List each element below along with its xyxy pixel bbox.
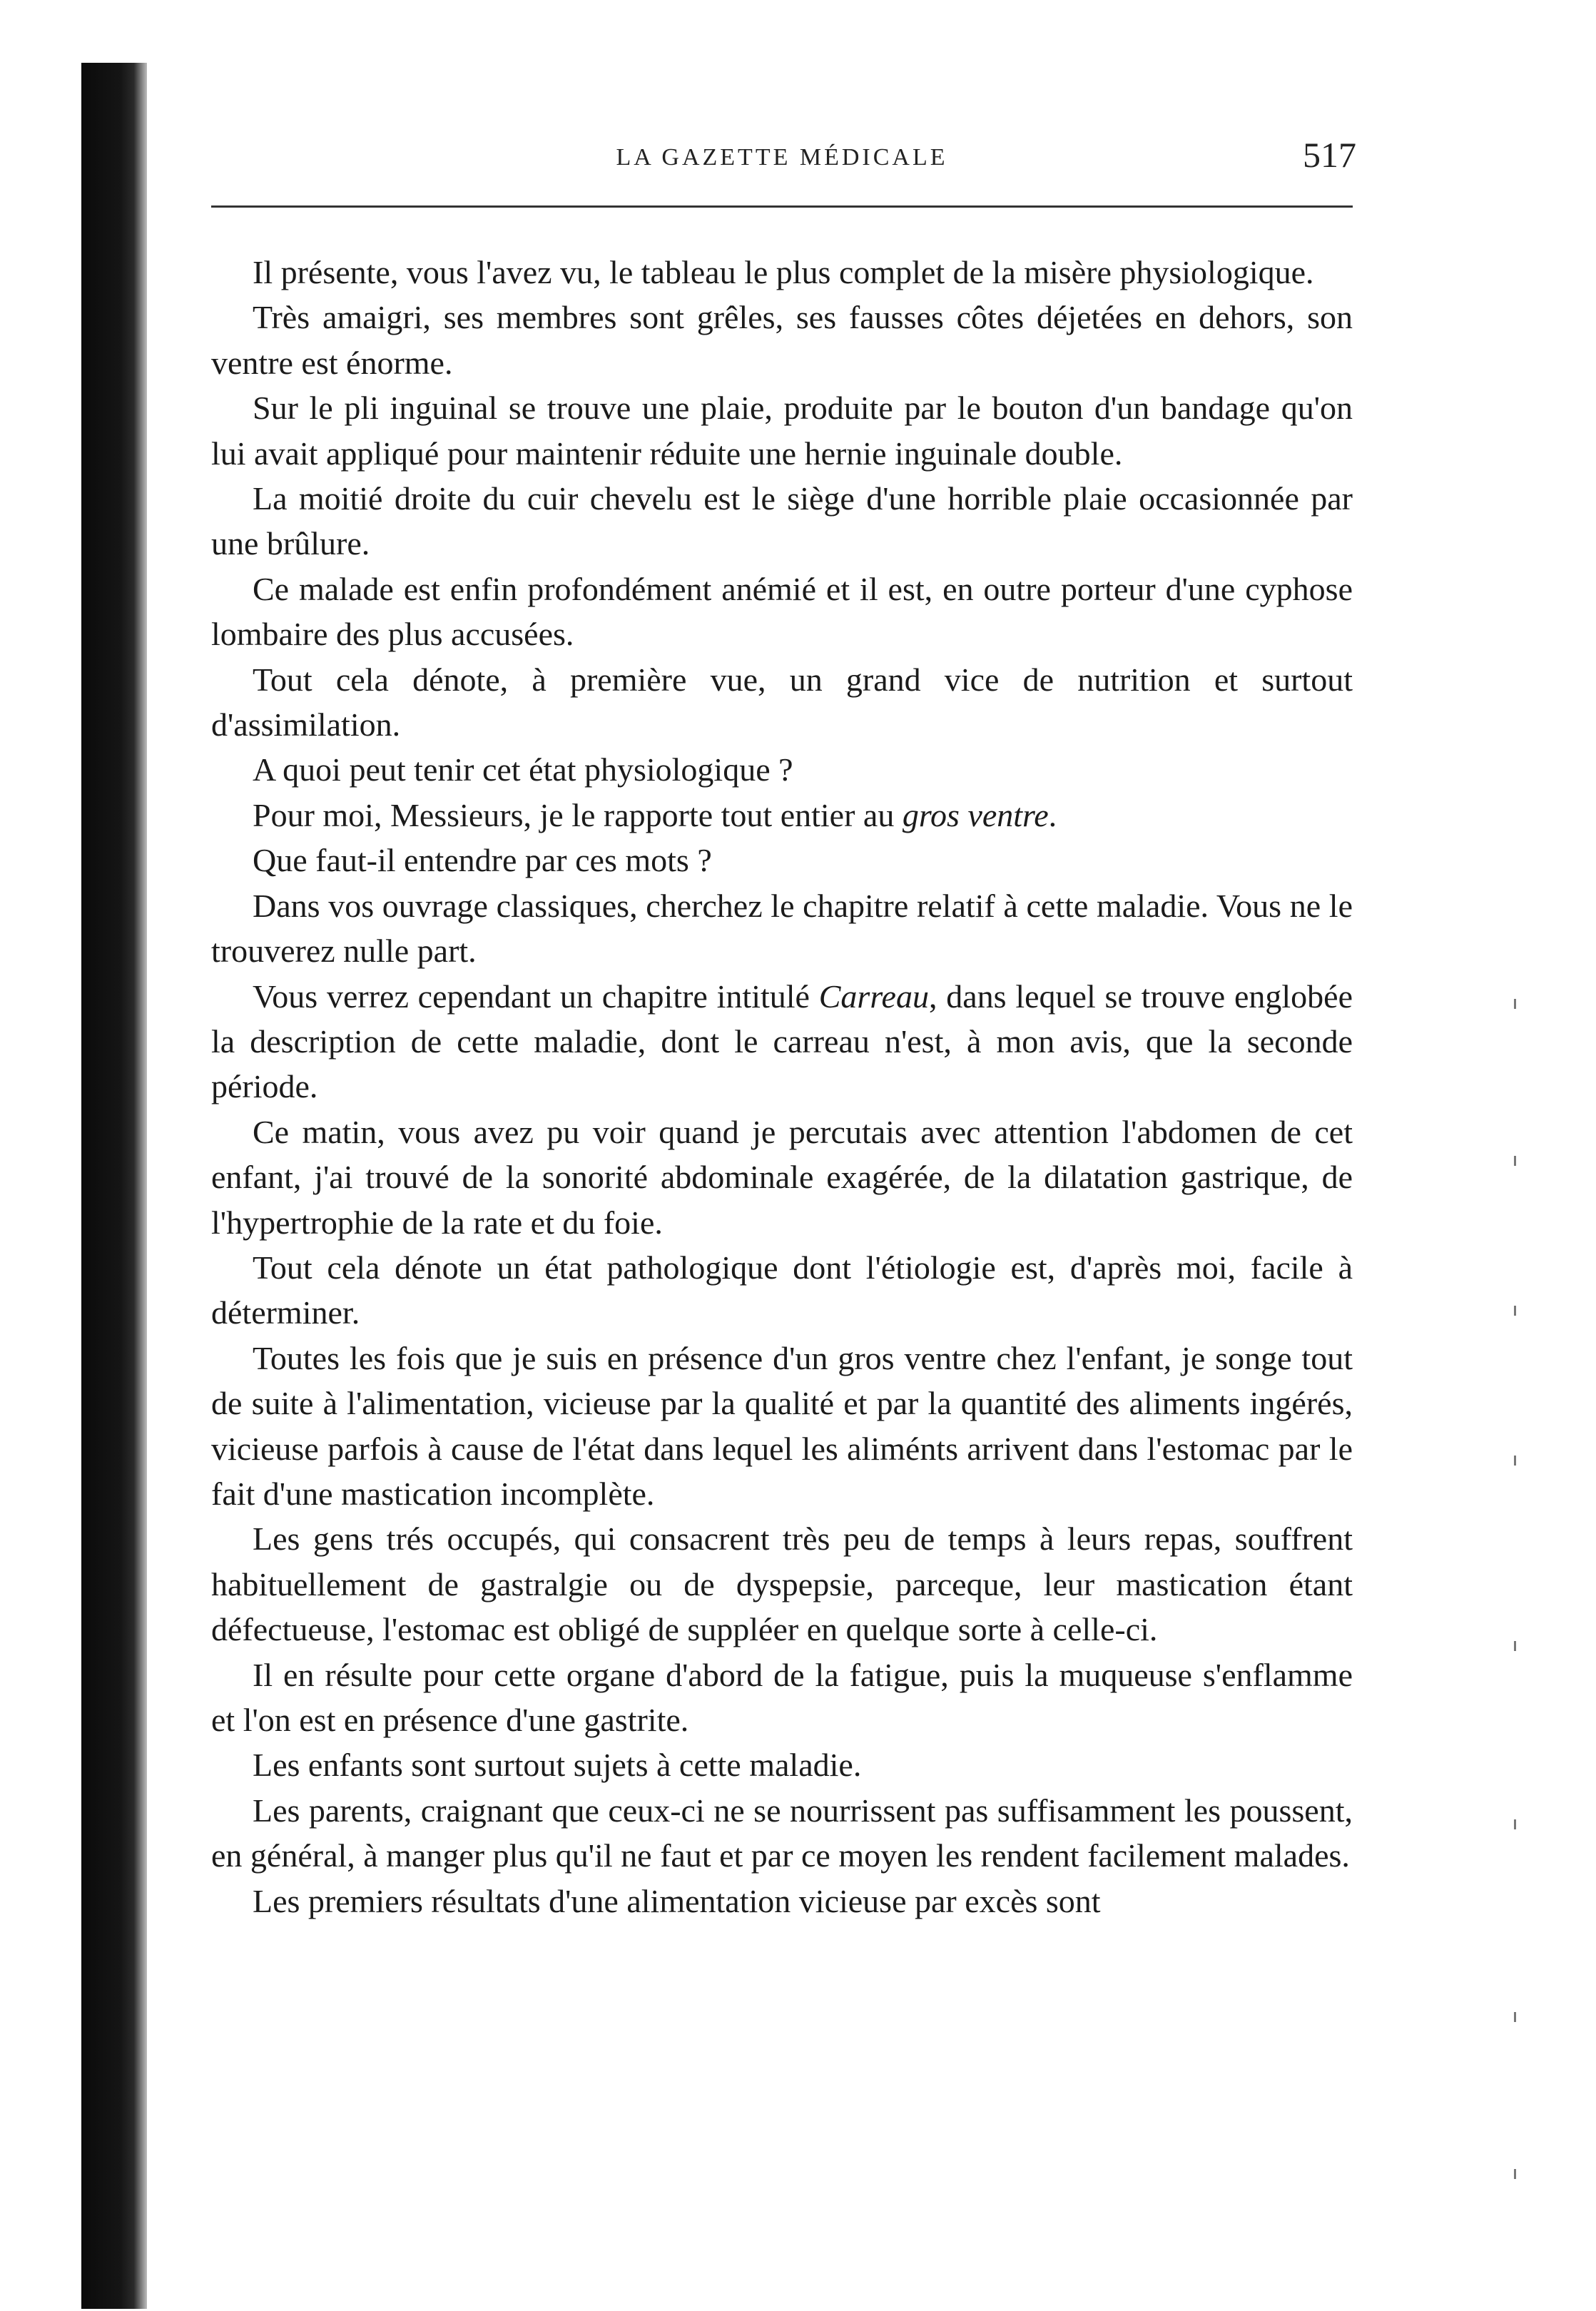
scan-speck [1514, 1456, 1516, 1466]
journal-title: LA GAZETTE MÉDICALE [616, 144, 948, 171]
page-number: 517 [1303, 135, 1356, 175]
body-text [211, 250, 1353, 1924]
paragraph: Tout cela dénote un état pathologique dont l'étiologie est, d'après moi, facile à déterminer. [211, 1249, 1353, 1331]
paragraph [211, 974, 1353, 1109]
paragraph: Il présente, vous l'avez vu, le tableau le plus complet de la misère physiologique. [253, 254, 1314, 290]
paragraph: Il en résulte pour cette organe d'abord de la fatigue, puis la muqueuse s'enflamme et l'on est en présence d'une gastrite. [211, 1656, 1353, 1738]
paragraph [211, 793, 1353, 838]
paragraph: Ce matin, vous avez pu voir quand je percutais avec attention l'abdomen de cet enfant, j'ai trouvé de la sonorité abdominale exagérée, de la dilatation gastrique, de l'hypertrophie de la rate et du foie. [211, 1113, 1353, 1241]
scan-speck [1514, 1306, 1516, 1316]
paragraph: Les enfants sont surtout sujets à cette maladie. [253, 1747, 862, 1784]
scan-speck [1514, 2012, 1516, 2022]
paragraph-text: Pour moi, Messieurs, je le rapporte tout entier au [253, 796, 903, 833]
italic-term: Carreau [818, 977, 929, 1015]
running-header [211, 107, 1356, 186]
paragraph: Les premiers résultats d'une alimentation vicieuse par excès sont [253, 1882, 1101, 1919]
header-rule [211, 205, 1353, 208]
scan-speck [1514, 1819, 1516, 1829]
document-page [211, 107, 1356, 1919]
paragraph: A quoi peut tenir cet état physiologique ? [253, 751, 793, 788]
paragraph-text: . [1048, 796, 1057, 833]
paragraph: Les parents, craignant que ceux-ci ne se nourrissent pas suffisamment les poussent, en général, à manger plus qu'il ne faut et par ce moyen les rendent facilement malades. [211, 1792, 1353, 1874]
scan-speck [1514, 2169, 1516, 2179]
paragraph-text: Vous verrez cependant un chapitre intitulé [253, 977, 819, 1015]
paragraph: Ce malade est enfin profondément anémié et il est, en outre porteur d'une cyphose lombaire des plus accusées. [211, 570, 1353, 653]
paragraph: Toutes les fois que je suis en présence d'un gros ventre chez l'enfant, je songe tout de suite à l'alimentation, vicieuse par la qualité et par la quantité des aliments ingérés, vicieuse parfois à cause de l'état dans lequel les aliménts arrivent dans l'estomac par le fait d'une mastication incomplète. [211, 1339, 1353, 1512]
scan-specks [1514, 999, 1528, 2247]
italic-term: gros ventre [902, 796, 1049, 833]
paragraph: Que faut-il entendre par ces mots ? [253, 842, 712, 879]
scan-speck [1514, 1156, 1516, 1166]
paragraph: Tout cela dénote, à première vue, un grand vice de nutrition et surtout d'assimilation. [211, 661, 1353, 743]
paragraph-text: , dans lequel se trouve englobée la description de cette maladie, dont le carreau n'est, à mon avis, que la seconde période. [211, 977, 1353, 1105]
scan-speck [1514, 999, 1516, 1009]
paragraph: Dans vos ouvrage classiques, cherchez le chapitre relatif à cette maladie. Vous ne le trouverez nulle part. [211, 887, 1353, 970]
scan-speck [1514, 1641, 1516, 1651]
binding-gutter-shadow [81, 63, 147, 2309]
paragraph: Les gens trés occupés, qui consacrent très peu de temps à leurs repas, souffrent habituellement de gastralgie ou de dyspepsie, parceque, leur mastication étant défectueuse, l'estomac est obligé de suppléer en quelque sorte à celle-ci. [211, 1520, 1353, 1648]
paragraph: La moitié droite du cuir chevelu est le siège d'une horrible plaie occasionnée par une brûlure. [211, 480, 1353, 562]
paragraph: Sur le pli inguinal se trouve une plaie, produite par le bouton d'un bandage qu'on lui avait appliqué pour maintenir réduite une hernie inguinale double. [211, 390, 1353, 472]
paragraph: Très amaigri, ses membres sont grêles, ses fausses côtes déjetées en dehors, son ventre est énorme. [211, 299, 1353, 381]
